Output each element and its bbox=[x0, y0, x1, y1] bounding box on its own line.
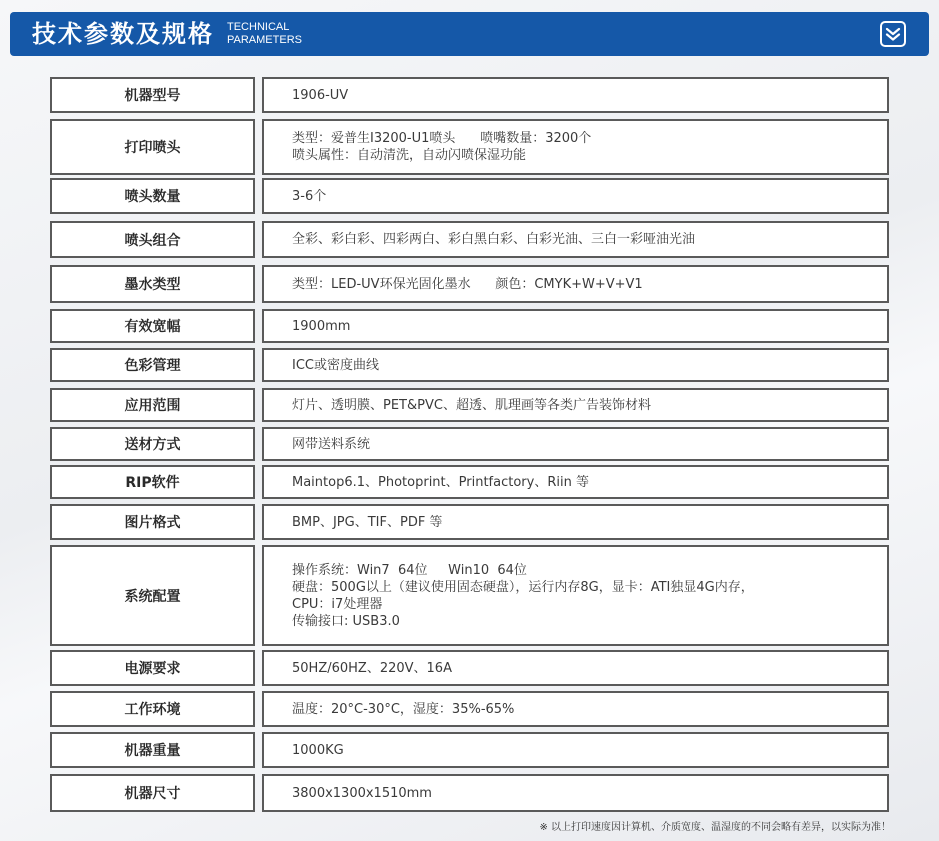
spec-value-line: 50HZ/60HZ、220V、16A bbox=[292, 660, 452, 676]
spec-value-line: BMP、JPG、TIF、PDF 等 bbox=[292, 514, 443, 530]
table-row bbox=[50, 691, 889, 727]
spec-value-line: 传输接口: USB3.0 bbox=[292, 613, 400, 629]
spec-value-line: 喷头属性：自动清洗，自动闪喷保湿功能 bbox=[292, 148, 527, 163]
table-row bbox=[50, 545, 889, 646]
spec-label: 色彩管理 bbox=[50, 348, 255, 382]
table-row bbox=[50, 348, 889, 382]
spec-value bbox=[262, 348, 889, 382]
table-row bbox=[50, 650, 889, 686]
table-row bbox=[50, 309, 889, 343]
spec-value-line: 1000KG bbox=[292, 742, 344, 758]
spec-value bbox=[262, 265, 889, 303]
table-row bbox=[50, 504, 889, 540]
spec-value-line: 全彩、彩白彩、四彩两白、彩白黑白彩、白彩光油、三白一彩哑油光油 bbox=[292, 232, 696, 247]
spec-value-line: 硬盘：500G以上（建议使用固态硬盘），运行内存8G，显卡：ATI独显4G内存， bbox=[292, 579, 754, 595]
table-row bbox=[50, 732, 889, 768]
spec-value-line: 类型：LED-UV环保光固化墨水 颜色：CMYK+W+V+V1 bbox=[292, 276, 643, 292]
spec-label: 机器尺寸 bbox=[50, 774, 255, 812]
spec-label: 工作环境 bbox=[50, 691, 255, 727]
spec-value-line: ICC或密度曲线 bbox=[292, 357, 379, 373]
spec-label: 墨水类型 bbox=[50, 265, 255, 303]
spec-label: 机器重量 bbox=[50, 732, 255, 768]
spec-value-line: CPU：i7处理器 bbox=[292, 596, 383, 612]
table-row bbox=[50, 221, 889, 258]
footnote: ※ 以上打印速度因计算机、介质宽度、温湿度的不同会略有差异，以实际为准！ bbox=[539, 822, 891, 833]
table-row bbox=[50, 265, 889, 303]
spec-value bbox=[262, 309, 889, 343]
section-subtitle-line1: TECHNICAL bbox=[227, 21, 290, 33]
section-header-banner bbox=[10, 12, 929, 56]
spec-value-line: 操作系统：Win7 64位 Win10 64位 bbox=[292, 562, 527, 578]
section-subtitle bbox=[227, 21, 302, 47]
spec-value-line: 3800x1300x1510mm bbox=[292, 785, 432, 801]
spec-value-line: 类型：爱普生I3200-U1喷头 喷嘴数量：3200个 bbox=[292, 131, 592, 146]
spec-value bbox=[262, 691, 889, 727]
table-row bbox=[50, 119, 889, 175]
spec-label: 打印喷头 bbox=[50, 119, 255, 175]
spec-value bbox=[262, 650, 889, 686]
spec-value bbox=[262, 504, 889, 540]
spec-label: 图片格式 bbox=[50, 504, 255, 540]
table-row bbox=[50, 388, 889, 422]
spec-value-line: 3-6个 bbox=[292, 188, 327, 204]
spec-value bbox=[262, 77, 889, 113]
spec-label: 送材方式 bbox=[50, 427, 255, 461]
spec-value bbox=[262, 732, 889, 768]
spec-label: 喷头数量 bbox=[50, 178, 255, 214]
double-chevron-down-icon[interactable] bbox=[880, 21, 906, 47]
table-row bbox=[50, 77, 889, 113]
spec-value bbox=[262, 465, 889, 499]
spec-value bbox=[262, 427, 889, 461]
section-title: 技术参数及规格 bbox=[32, 20, 214, 48]
spec-value-line: 灯片、透明膜、PET&PVC、超透、肌理画等各类广告装饰材料 bbox=[292, 397, 651, 413]
spec-value-line: 温度：20°C-30°C，湿度：35%-65% bbox=[292, 701, 515, 717]
spec-value-line: 1906-UV bbox=[292, 87, 349, 103]
spec-value bbox=[262, 774, 889, 812]
spec-label: 系统配置 bbox=[50, 545, 255, 646]
section-subtitle-line2: PARAMETERS bbox=[227, 34, 302, 46]
spec-value-line: 1900mm bbox=[292, 318, 351, 334]
spec-label: 应用范围 bbox=[50, 388, 255, 422]
spec-value-line: Maintop6.1、Photoprint、Printfactory、Riin 等 bbox=[292, 474, 589, 490]
spec-value bbox=[262, 119, 889, 175]
spec-label: 有效宽幅 bbox=[50, 309, 255, 343]
spec-label: 电源要求 bbox=[50, 650, 255, 686]
spec-value bbox=[262, 388, 889, 422]
table-row bbox=[50, 774, 889, 812]
table-row bbox=[50, 465, 889, 499]
spec-value bbox=[262, 178, 889, 214]
table-row bbox=[50, 178, 889, 214]
spec-value bbox=[262, 221, 889, 258]
spec-value bbox=[262, 545, 889, 646]
spec-label: RIP软件 bbox=[50, 465, 255, 499]
table-row bbox=[50, 427, 889, 461]
spec-value-line: 网带送料系统 bbox=[292, 436, 371, 452]
spec-label: 喷头组合 bbox=[50, 221, 255, 258]
spec-label: 机器型号 bbox=[50, 77, 255, 113]
